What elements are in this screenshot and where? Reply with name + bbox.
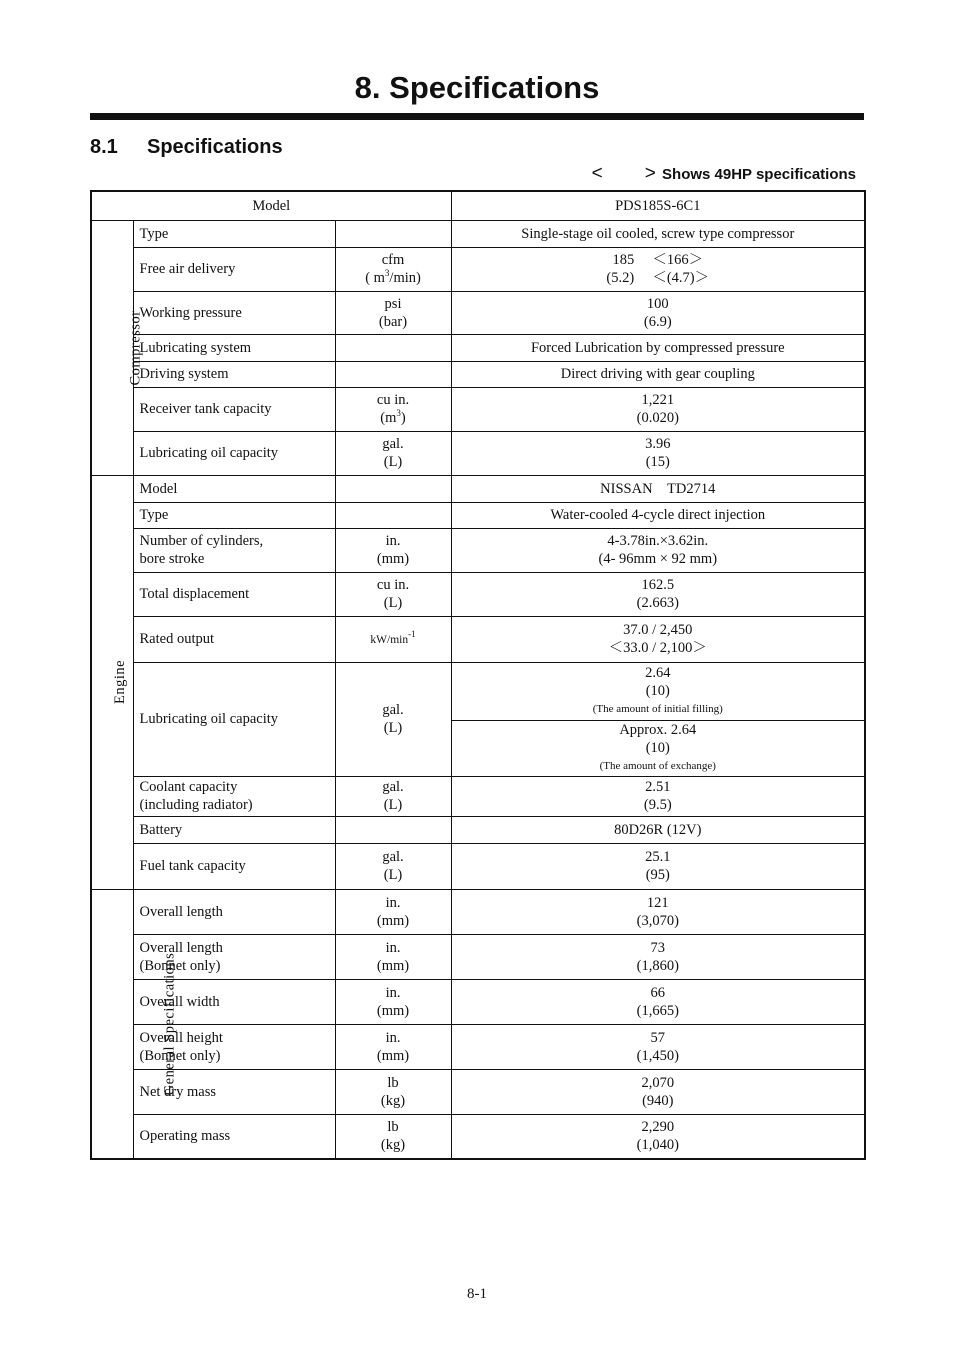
table-row	[91, 662, 865, 720]
row-unit: in. (mm)	[335, 1024, 451, 1069]
row-label: Lubricating oil capacity	[133, 431, 335, 475]
table-row	[91, 934, 865, 979]
row-unit: in. (mm)	[335, 934, 451, 979]
table-row	[91, 572, 865, 616]
row-value: 73 (1,860)	[451, 934, 865, 979]
header-model-label: Model	[91, 191, 451, 220]
group-compressor: Compressor	[91, 220, 133, 475]
note-bracket-open: <	[591, 163, 603, 184]
section-number: 8.1	[90, 136, 118, 158]
table-row	[91, 979, 865, 1024]
row-label: Net dry mass	[133, 1069, 335, 1114]
row-label: Number of cylinders, bore stroke	[133, 528, 335, 572]
table-row	[91, 1024, 865, 1069]
row-unit: cu in. (L)	[335, 572, 451, 616]
row-value: 3.96 (15)	[451, 431, 865, 475]
row-value: 162.5 (2.663)	[451, 572, 865, 616]
row-value: 2.64 (10) (The amount of initial filling)	[451, 662, 865, 720]
table-row	[91, 247, 865, 291]
row-unit: cfm ( $m^3/\min$)	[335, 247, 451, 291]
row-unit	[335, 475, 451, 502]
row-unit	[335, 220, 451, 247]
row-value: 66 (1,665)	[451, 979, 865, 1024]
row-value: Single-stage oil cooled, screw type compressor	[451, 220, 865, 247]
row-unit: cu in. $(m^3)$	[335, 387, 451, 431]
table-row	[91, 843, 865, 889]
row-label: Battery	[133, 816, 335, 843]
title-rule	[90, 113, 864, 120]
section-title: Specifications	[147, 136, 283, 158]
row-label: Fuel tank capacity	[133, 843, 335, 889]
table-row	[91, 475, 865, 502]
row-label: Rated output	[133, 616, 335, 662]
table-row	[91, 502, 865, 528]
row-value: 2,290 (1,040)	[451, 1114, 865, 1159]
table-row	[91, 889, 865, 934]
row-label: Overall length	[133, 889, 335, 934]
row-label: Lubricating system	[133, 334, 335, 361]
row-value: 25.1 (95)	[451, 843, 865, 889]
table-row	[91, 334, 865, 361]
row-unit: in. (mm)	[335, 889, 451, 934]
table-row	[91, 361, 865, 387]
row-value: 37.0 / 2,450 ＜33.0 / 2,100＞	[451, 616, 865, 662]
row-label: Total displacement	[133, 572, 335, 616]
section-heading	[90, 136, 283, 159]
row-label: Working pressure	[133, 291, 335, 334]
row-label: Overall width	[133, 979, 335, 1024]
row-unit: in. (mm)	[335, 528, 451, 572]
row-label: Model	[133, 475, 335, 502]
row-unit: psi (bar)	[335, 291, 451, 334]
page-title: 8. Specifications	[354, 70, 600, 105]
spec-note	[590, 163, 856, 185]
header-model-value: PDS185S-6C1	[451, 191, 865, 220]
table-row	[91, 776, 865, 816]
row-value: 80D26R (12V)	[451, 816, 865, 843]
table-row	[91, 220, 865, 247]
row-value: 121 (3,070)	[451, 889, 865, 934]
table-row	[91, 1114, 865, 1159]
row-value: 185 ＜166＞ (5.2) ＜(4.7)＞	[451, 247, 865, 291]
row-unit: gal. (L)	[335, 843, 451, 889]
row-value: Direct driving with gear coupling	[451, 361, 865, 387]
table-header-row	[91, 191, 865, 220]
row-value: 57 (1,450)	[451, 1024, 865, 1069]
row-value: NISSAN TD2714	[451, 475, 865, 502]
table-row	[91, 291, 865, 334]
group-engine: Engine	[91, 475, 133, 889]
table-row	[91, 816, 865, 843]
row-unit	[335, 361, 451, 387]
row-value: 4-3.78in.×3.62in. (4- 96mm × 92 mm)	[451, 528, 865, 572]
table-row	[91, 616, 865, 662]
row-label: Receiver tank capacity	[133, 387, 335, 431]
row-value: 2,070 (940)	[451, 1069, 865, 1114]
note-text: Shows 49HP specifications	[662, 166, 856, 183]
row-unit: gal. (L)	[335, 431, 451, 475]
row-unit: lb (kg)	[335, 1069, 451, 1114]
row-value: Water-cooled 4-cycle direct injection	[451, 502, 865, 528]
row-unit: gal. (L)	[335, 662, 451, 776]
row-label: Type	[133, 220, 335, 247]
row-value: Approx. 2.64 (10) (The amount of exchange)	[451, 720, 865, 776]
row-unit: lb (kg)	[335, 1114, 451, 1159]
row-label: Free air delivery	[133, 247, 335, 291]
group-general: General Specifications	[91, 889, 133, 1159]
row-value: 2.51 (9.5)	[451, 776, 865, 816]
row-label: Overall length (Bonnet only)	[133, 934, 335, 979]
row-label: Lubricating oil capacity	[133, 662, 335, 776]
row-unit	[335, 816, 451, 843]
row-label: Coolant capacity (including radiator)	[133, 776, 335, 816]
row-unit: in. (mm)	[335, 979, 451, 1024]
row-value: Forced Lubrication by compressed pressure	[451, 334, 865, 361]
row-unit	[335, 502, 451, 528]
row-unit: gal. (L)	[335, 776, 451, 816]
table-row	[91, 1069, 865, 1114]
row-label: Driving system	[133, 361, 335, 387]
row-unit: $kW/\min^{-1}$	[335, 616, 451, 662]
table-row	[91, 528, 865, 572]
row-label: Type	[133, 502, 335, 528]
row-unit	[335, 334, 451, 361]
row-value: 100 (6.9)	[451, 291, 865, 334]
page-number: 8-1	[467, 1286, 487, 1302]
row-label: Overall height (Bonnet only)	[133, 1024, 335, 1069]
table-row	[91, 387, 865, 431]
row-value: 1,221 (0.020)	[451, 387, 865, 431]
row-label: Operating mass	[133, 1114, 335, 1159]
note-bracket-close: >	[644, 163, 656, 184]
spec-table	[90, 190, 866, 1160]
table-row	[91, 431, 865, 475]
